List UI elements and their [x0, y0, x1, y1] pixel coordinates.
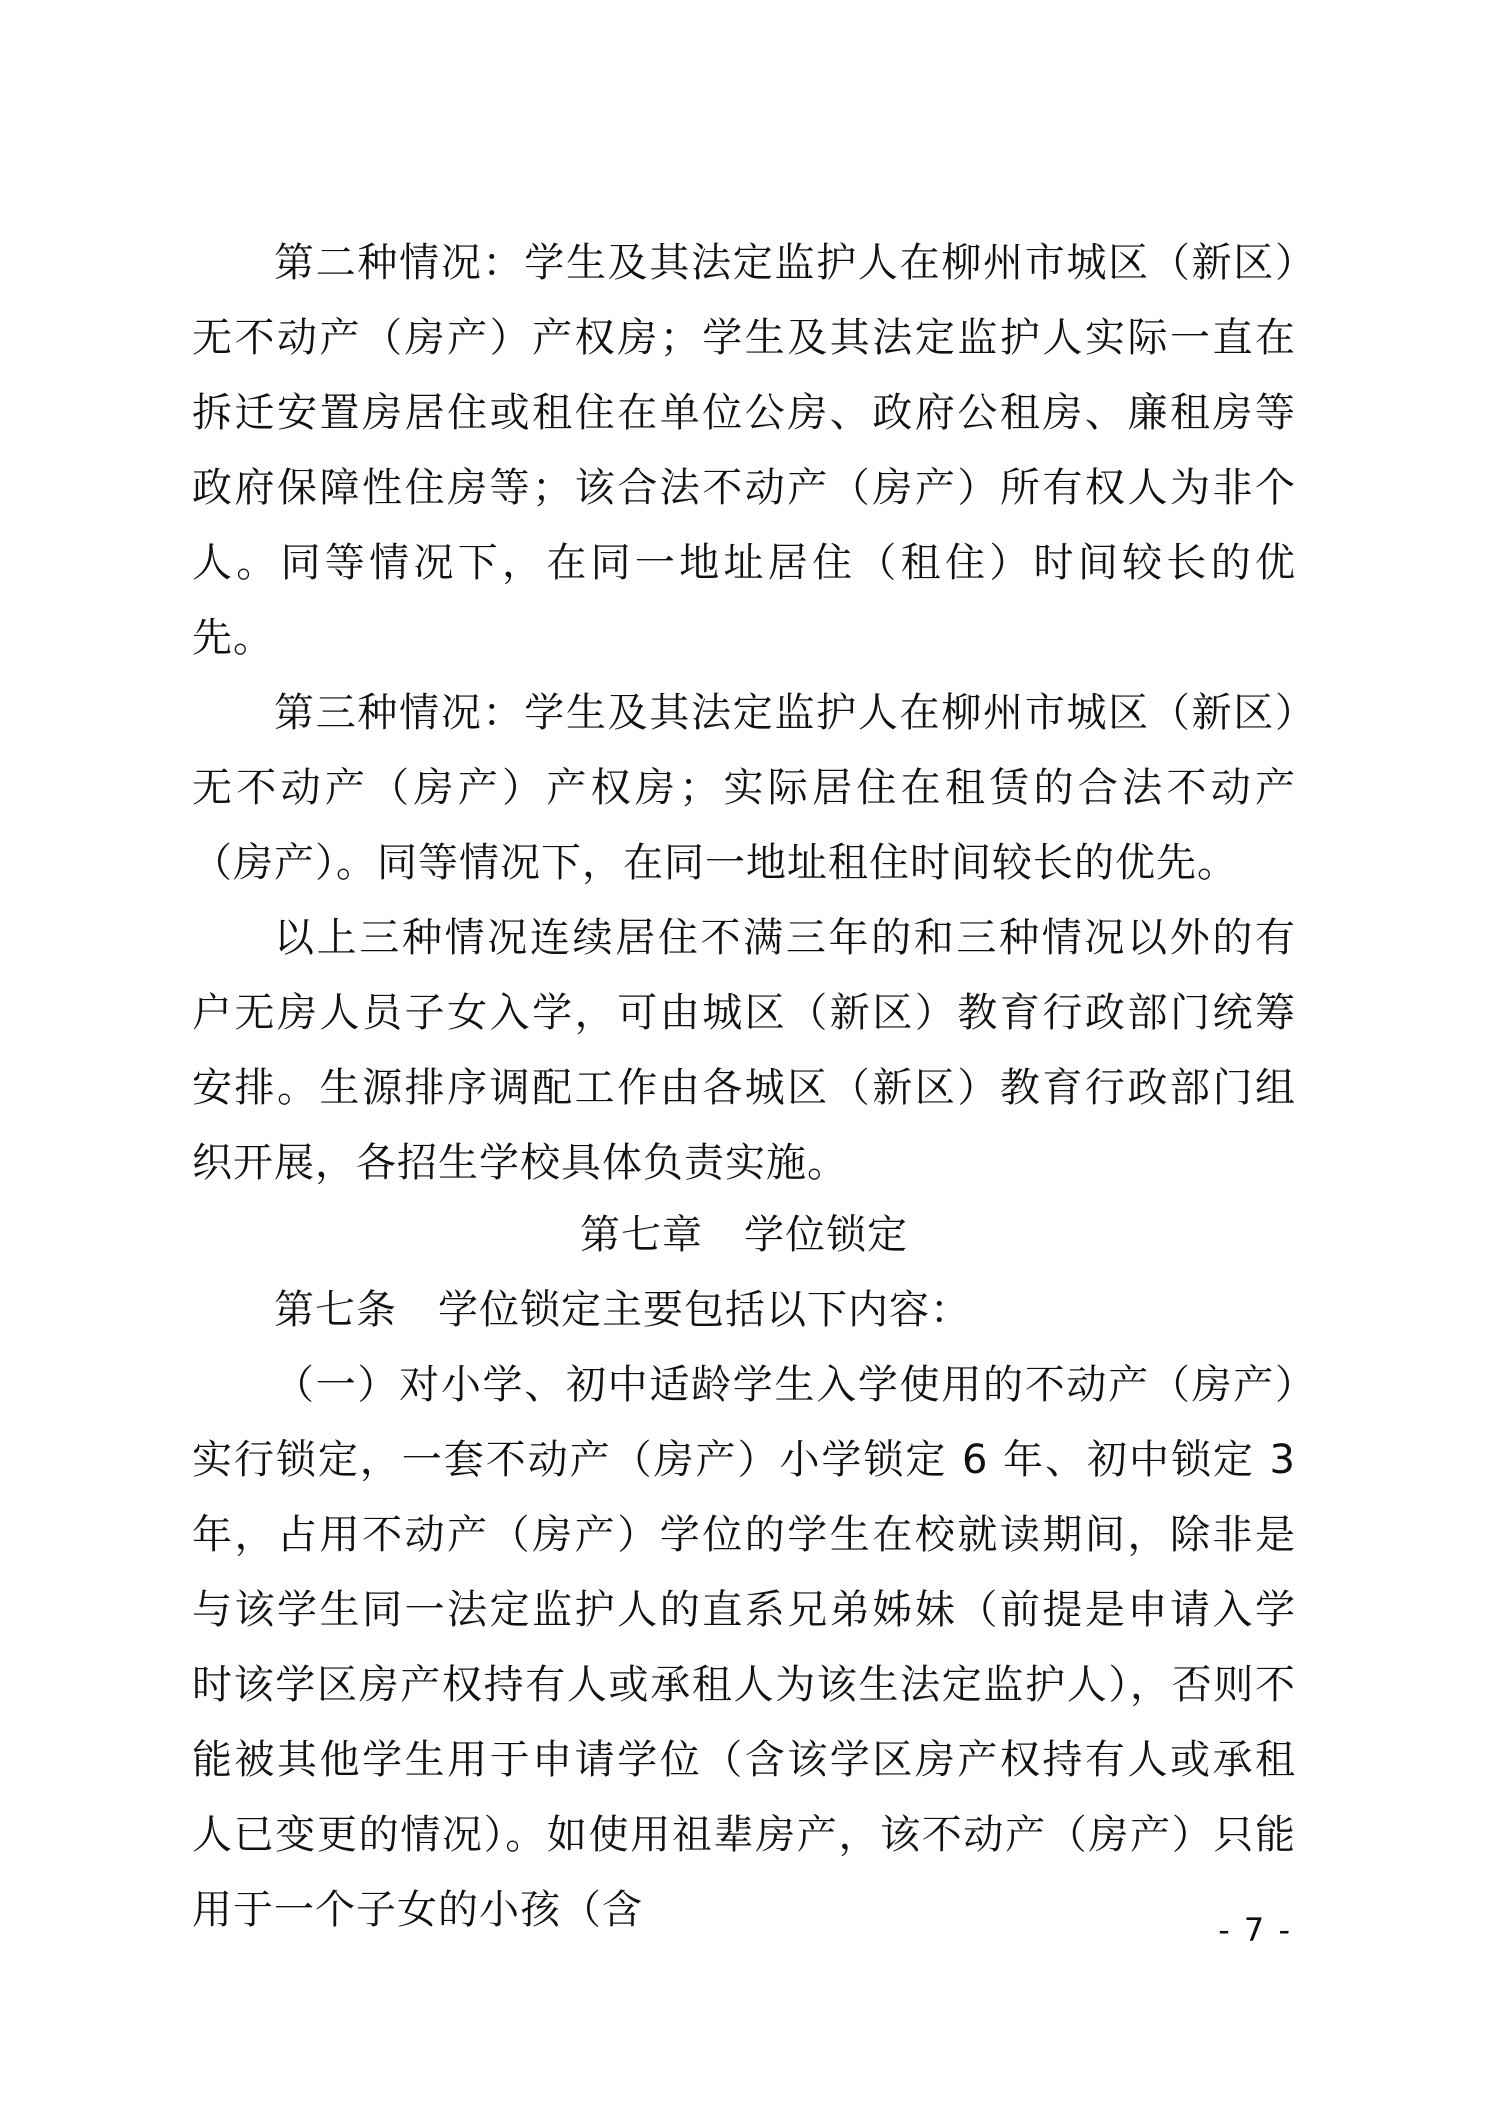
- chapter-heading: 第七章 学位锁定: [580, 1212, 908, 1258]
- article-seven-intro: 第七条 学位锁定主要包括以下内容：: [274, 1287, 971, 1333]
- body-text-before-heading: [192, 226, 1296, 1201]
- body-text-after-heading: [192, 1273, 1296, 1948]
- paragraph-case-two: 第二种情况：学生及其法定监护人在柳州市城区（新区）无不动产（房产）产权房；学生及其法定监护人实际一直在拆迁安置房居住或租住在单位公房、政府公租房、廉租房等政府保障性住房等；该合法不动产（房产）所有权人为非个人。同等情况下，在同一地址居住（租住）时间较长的优先。: [192, 240, 1296, 661]
- article-seven-item-one: （一）对小学、初中适龄学生入学使用的不动产（房产）实行锁定，一套不动产（房产）小学锁定 6 年、初中锁定 3 年，占用不动产（房产）学位的学生在校就读期间，除非是与该学生同一法定监护人的直系兄弟姊妹（前提是申请入学时该学区房产权持有人或承租人为该生法定监护人），否则不能被其他学生用于申请学位（含该学区房产权持有人或承租人已变更的情况）。如使用祖辈房产，该不动产（房产）只能用于一个子女的小孩（含: [192, 1362, 1296, 1933]
- page-number: - 7 -: [1218, 1911, 1292, 1949]
- paragraph-other-cases: 以上三种情况连续居住不满三年的和三种情况以外的有户无房人员子女入学，可由城区（新区）教育行政部门统筹安排。生源排序调配工作由各城区（新区）教育行政部门组织开展，各招生学校具体负责实施。: [192, 915, 1296, 1186]
- paragraph-case-three: 第三种情况：学生及其法定监护人在柳州市城区（新区）无不动产（房产）产权房；实际居住在租赁的合法不动产（房产）。同等情况下，在同一地址租住时间较长的优先。: [192, 690, 1296, 886]
